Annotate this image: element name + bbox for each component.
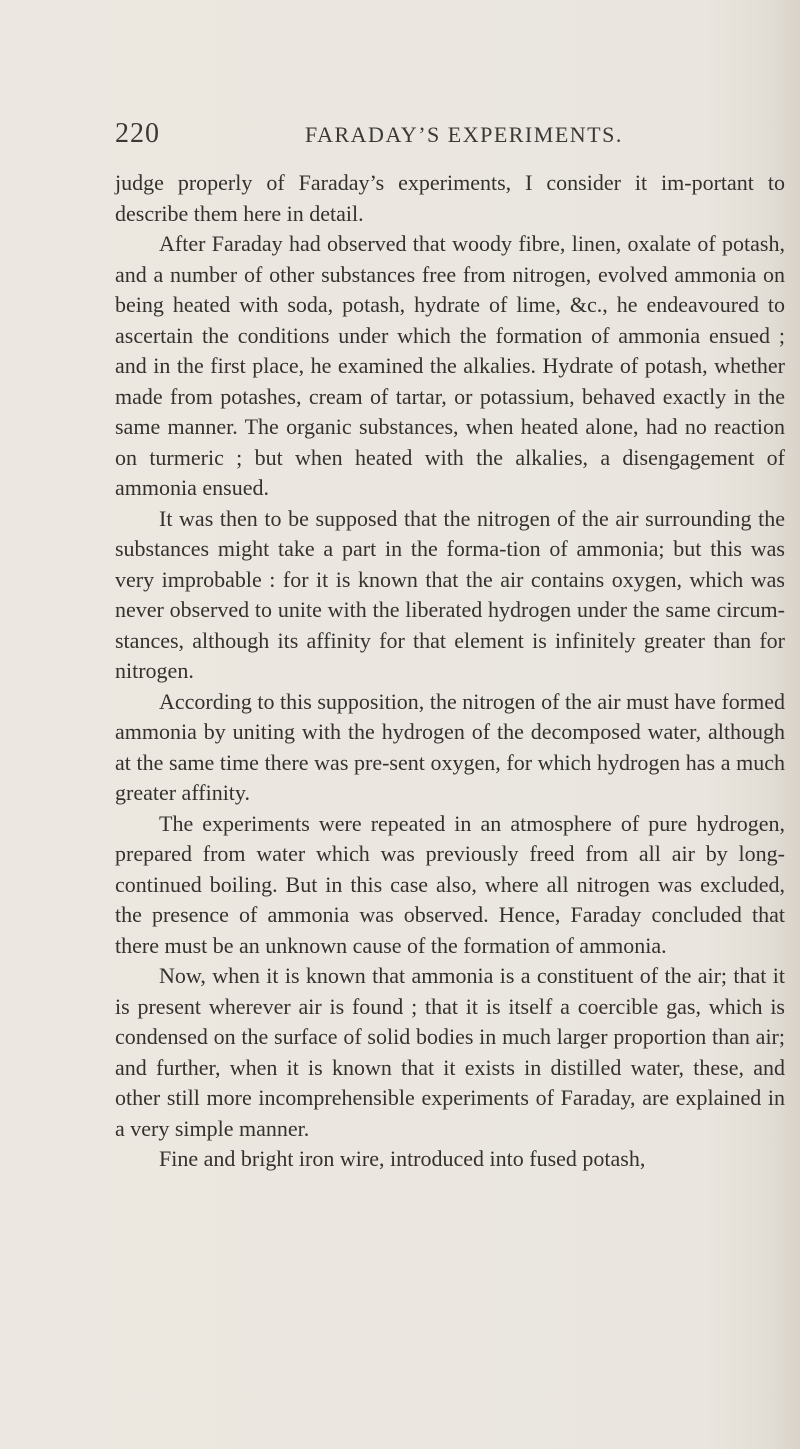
body-text (115, 168, 785, 1175)
paragraph-1: judge properly of Faraday’s experiments, I consider it im-portant to describe them here in detail. (115, 170, 785, 226)
paragraph-6: Now, when it is known that ammonia is a constituent of the air; that it is present wherever air is found ; that it is itself a coercible gas, which is condensed on the surface of solid bodies in much larger proportion than air; and further, when it is known that it exists in distilled water, these, and other still more incomprehensible experiments of Faraday, are explained in a very simple manner. (115, 963, 785, 1141)
page-number: 220 (115, 118, 160, 149)
running-head: FARADAY’S EXPERIMENTS. (305, 122, 623, 147)
paragraph-2: After Faraday had observed that woody fibre, linen, oxalate of potash, and a number of other substances free from nitrogen, evolved ammonia on being heated with soda, potash, hydrate of lime, &c., he endeavoured to ascertain the conditions under which the formation of ammonia ensued ; and in the first place, he examined the alkalies. Hydrate of potash, whether made from potashes, cream of tartar, or potassium, behaved exactly in the same manner. The organic substances, when heated alone, had no reaction on turmeric ; but when heated with the alkalies, a disengagement of ammonia ensued. (115, 231, 785, 500)
paragraph-7: Fine and bright iron wire, introduced into fused potash, (159, 1146, 646, 1171)
page-header (115, 118, 785, 158)
paragraph-3: It was then to be supposed that the nitrogen of the air surrounding the substances might take a part in the forma-tion of ammonia; but this was very improbable : for it is known that the air contains oxygen, which was never observed to unite with the liberated hydrogen under the same circum-stances, although its affinity for that element is infinitely greater than for nitrogen. (115, 505, 785, 683)
paragraph-5: The experiments were repeated in an atmosphere of pure hydrogen, prepared from water which was previously freed from all air by long-continued boiling. But in this case also, where all nitrogen was excluded, the presence of ammonia was observed. Hence, Faraday concluded that there must be an unknown cause of the formation of ammonia. (115, 810, 785, 958)
paragraph-4: According to this supposition, the nitrogen of the air must have formed ammonia by uniting with the hydrogen of the decomposed water, although at the same time there was pre-sent oxygen, for which hydrogen has a much greater affinity. (115, 688, 785, 805)
